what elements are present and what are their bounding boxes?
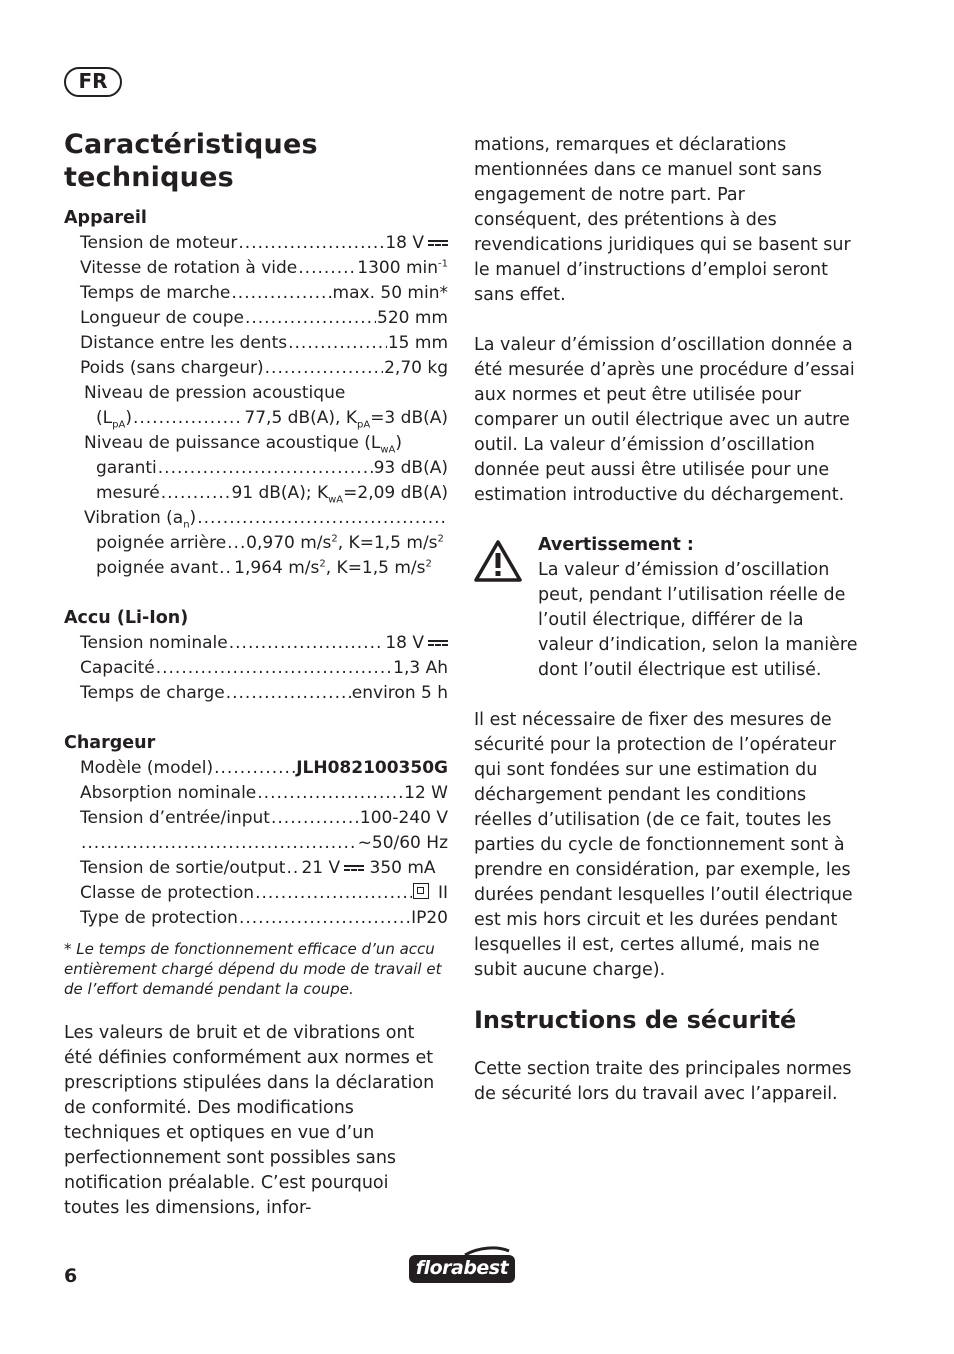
- spec-nominal-voltage: Tension nominale ..... 18 V: [64, 631, 448, 656]
- page-number: 6: [64, 1265, 78, 1287]
- paragraph-safety-measures: Il est nécessaire de fixer des mesures de sécurité pour la protection de l’opérateur qui sont fondées sur une estimation du déchargement pendant les conditions réelles d’utilisation (de ce fait, toutes les parties du cycle de fonctionnement sont à prendre en considération, par exemple, les durées pendant lesquelles l’outil électrique est mis hors circuit et les durées pendant lesquelles il est, certes allumé, mais ne subit aucune charge).: [474, 710, 853, 980]
- left-column: [64, 128, 448, 1221]
- paragraph-noise-values: Les valeurs de bruit et de vibrations ont été définies conformément aux normes et prescriptions stipulées dans la déclaration de conformité. Des modifications techniques et optiques en vue d’un perfectionnement sont possibles sans notification préalable. C’est pourquoi toutes les dimensions, infor-: [64, 1023, 435, 1218]
- spec-block: [64, 206, 448, 931]
- warning-triangle-icon: [474, 533, 538, 683]
- spec-measured: mesuré ..... 91 dB(A); $K_{wA}=2,09$ dB(A): [64, 481, 448, 506]
- paragraph-continuation: mations, remarques et déclarations mentionnées dans ce manuel sont sans engagement de notre part. Par conséquent, des prétentions à des revendications juridiques qui se basent sur le manuel d’instructions d’emploi seront sans effet.: [474, 135, 851, 305]
- spec-vibration: Vibration $(a_n)$ .....: [64, 506, 448, 531]
- battery-heading: Accu (Li-Ion): [64, 608, 189, 628]
- spec-pressure-label: Niveau de pression acoustique: [84, 383, 346, 403]
- language-badge: FR: [64, 67, 122, 97]
- spec-rear-handle: poignée arrière ..... 0,970 $m/s^2$, K=1,5 $m/s^2$: [64, 531, 448, 556]
- spec-weight: Poids (sans chargeur) ..... 2,70 kg: [64, 356, 448, 381]
- tech-title: Caractéristiques techniques: [64, 129, 318, 193]
- dc-symbol-icon: [344, 864, 364, 872]
- spec-cut-length: Longueur de coupe ..... 520 mm: [64, 306, 448, 331]
- spec-guaranteed: garanti ..... 93 dB(A): [64, 456, 448, 481]
- warning-text: La valeur d’émission d’oscillation peut, pendant l’utilisation réelle de l’outil électrique, différer de la valeur d’indication, selon la manière dont l’outil électrique est utilisé.: [538, 560, 858, 680]
- spec-input-frequency: ..... ~50/60 Hz: [64, 831, 448, 856]
- protection-class-ii-icon: [413, 883, 429, 899]
- spec-run-time: Temps de marche ..... max. 50 min*: [64, 281, 448, 306]
- spec-power-label: Niveau de puissance acoustique $(L_{wA})$: [84, 433, 403, 456]
- spec-absorption: Absorption nominale ..... 12 W: [64, 781, 448, 806]
- spec-teeth-distance: Distance entre les dents ..... 15 mm: [64, 331, 448, 356]
- warning-block: [474, 533, 858, 683]
- paragraph-oscillation: La valeur d’émission d’oscillation donnée a été mesurée d’après une procédure d’essai aux normes et peut être utilisée pour comparer un outil électrique avec un autre outil. La valeur d’émission d’oscillation donnée peut aussi être utilisée pour une estimation introductive du déchargement.: [474, 335, 855, 505]
- dc-symbol-icon: [428, 239, 448, 247]
- spec-charge-time: Temps de charge ..... environ 5 h: [64, 681, 448, 706]
- charger-heading: Chargeur: [64, 733, 156, 753]
- spec-capacity: Capacité ..... 1,3 Ah: [64, 656, 448, 681]
- footnote: * Le temps de fonctionnement efficace d’un accu entièrement chargé dépend du mode de travail et de l’effort demandé pendant la coupe.: [64, 940, 442, 998]
- spec-idle-speed: Vitesse de rotation à vide ..... 1300 $\min^{-1}$: [64, 256, 448, 281]
- spec-model: Modèle (model) ..... JLH082100350G: [64, 756, 448, 781]
- safety-title: Instructions de sécurité: [474, 1006, 797, 1034]
- spec-protection-class: Classe de protection ..... II: [64, 881, 448, 906]
- spec-input: Tension d’entrée/input ..... 100-240 V: [64, 806, 448, 831]
- right-column: [474, 133, 858, 1107]
- spec-front-handle: poignée avant ..... 1,964 $m/s^2$, K=1,5 $m/s^2$: [64, 556, 448, 581]
- spec-output: Tension de sortie/output ..... 21 V 350 mA: [64, 856, 448, 881]
- device-heading: Appareil: [64, 208, 147, 228]
- spec-motor-voltage: Tension de moteur ..... 18 V: [64, 231, 448, 256]
- florabest-logo: [405, 1245, 519, 1287]
- spec-pressure-level: $(L_{pA})$ ..... 77,5 dB(A), $K_{pA}=3$ dB(A): [64, 406, 448, 431]
- safety-intro: Cette section traite des principales normes de sécurité lors du travail avec l’appareil.: [474, 1059, 852, 1104]
- warning-title: Avertissement :: [538, 535, 694, 555]
- logo-text: florabest: [409, 1255, 515, 1283]
- dc-symbol-icon: [428, 639, 448, 647]
- spec-protection-type: Type de protection ..... IP20: [64, 906, 448, 931]
